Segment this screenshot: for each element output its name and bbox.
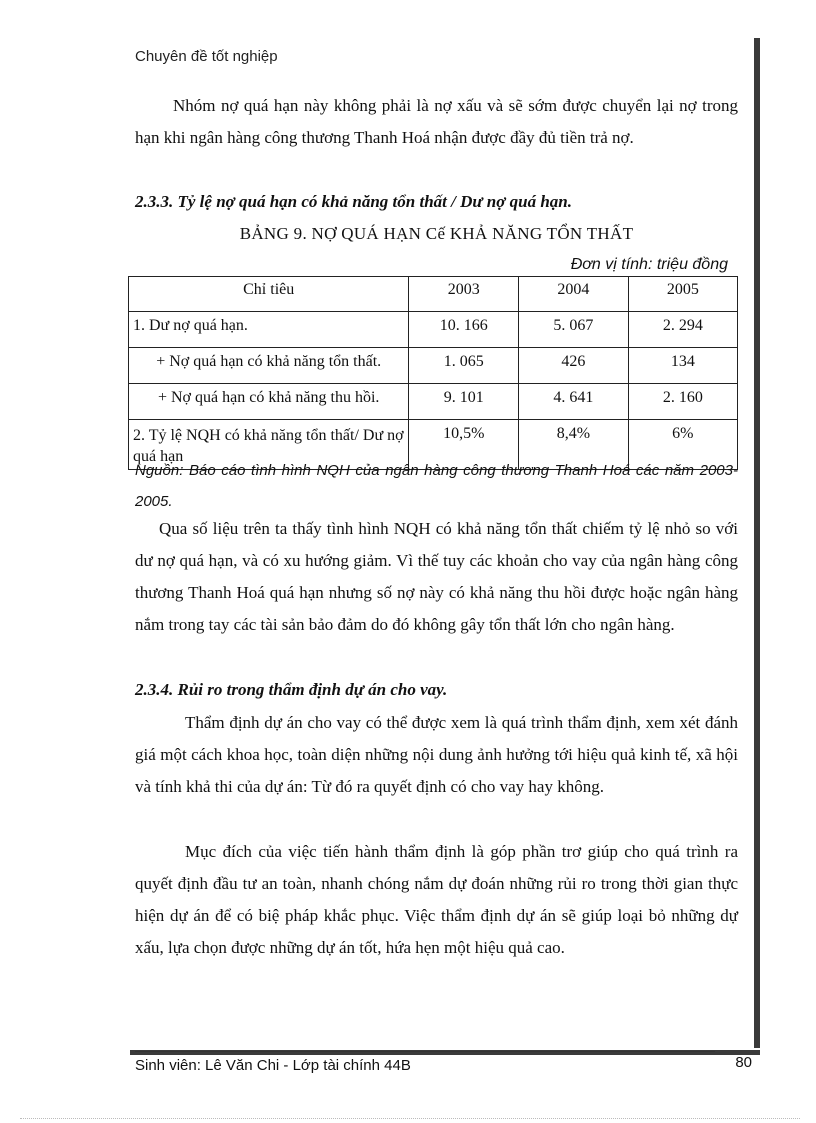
table-row	[129, 312, 738, 348]
table-cell: 134	[628, 348, 737, 384]
column-header: Chỉ tiêu	[129, 277, 409, 312]
table-cell: 9. 101	[409, 384, 519, 420]
table-cell-label: 1. Dư nợ quá hạn.	[129, 312, 409, 348]
table-cell: 6%	[628, 420, 737, 470]
table-cell-label: + Nợ quá hạn có khả năng thu hồi.	[129, 384, 409, 420]
page-header: Chuyên đề tốt nghiệp	[135, 48, 278, 65]
table-cell: 426	[519, 348, 628, 384]
page-edge-divider	[20, 1118, 800, 1119]
table-cell: 8,4%	[519, 420, 628, 470]
table-cell: 1. 065	[409, 348, 519, 384]
table-cell: 4. 641	[519, 384, 628, 420]
paragraph-intro: Nhóm nợ quá hạn này không phải là nợ xấu và sẽ sớm được chuyển lại nợ trong hạn khi ngân hàng công thương Thanh Hoá nhận được đầy đủ tiền trả nợ.	[135, 96, 738, 147]
table-cell: 2. 294	[628, 312, 737, 348]
table-title: BẢNG 9. NỢ QUÁ HẠN Cế KHẢ NĂNG TỔN THẤT	[239, 224, 634, 243]
table-unit: Đơn vị tính: triệu đồng	[570, 256, 728, 273]
footer-student: Sinh viên: Lê Văn Chi - Lớp tài chính 44B	[135, 1057, 411, 1074]
table-cell: 10,5%	[409, 420, 519, 470]
paragraph-appraisal-purpose: Mục đích của việc tiến hành thẩm định là góp phần trơ giúp cho quá trình ra quyết định đầu tư an toàn, nhanh chóng nắm dự đoán những rủi ro trong thời gian thực hiện dự án để có biệ pháp khắc phục. Việc thẩm định dự án sẽ giúp loại bỏ những dự xấu, lựa chọn được những dự án tốt, hứa hẹn một hiệu quả cao.	[135, 842, 738, 957]
table-row	[129, 348, 738, 384]
table-cell-label: + Nợ quá hạn có khả năng tổn thất.	[129, 348, 409, 384]
section-heading-2-3-3: 2.3.3. Tỷ lệ nợ quá hạn có khả năng tổn thất / Dư nợ quá hạn.	[135, 192, 573, 211]
column-header: 2005	[628, 277, 737, 312]
table-header-row	[129, 277, 738, 312]
paragraph-analysis: Qua số liệu trên ta thấy tình hình NQH có khả năng tổn thất chiếm tỷ lệ nhỏ so với dư nợ quá hạn, và có xu hướng giảm. Vì thế tuy các khoản cho vay của ngân hàng công thương Thanh Hoá quá hạn nhưng số nợ này có khả năng thu hồi được hoặc ngân hàng nắm trong tay các tài sản bảo đảm do đó không gây tổn thất lớn cho ngân hàng.	[135, 519, 738, 634]
paragraph-appraisal-definition: Thẩm định dự án cho vay có thể được xem là quá trình thẩm định, xem xét đánh giá một cách khoa học, toàn diện những nội dung ảnh hưởng tới hiệu quả kinh tế, xã hội và tính khả thi của dự án: Từ đó ra quyết định có cho vay hay không.	[135, 713, 738, 796]
page-border-right	[754, 38, 760, 1048]
table-cell: 10. 166	[409, 312, 519, 348]
column-header: 2003	[409, 277, 519, 312]
table-cell-label: 2. Tỷ lệ NQH có khả năng tổn thất/ Dư nợ quá hạn	[129, 420, 409, 470]
section-heading-2-3-4: 2.3.4. Rủi ro trong thẩm định dự án cho vay.	[135, 680, 448, 699]
page-number: 80	[735, 1054, 752, 1071]
table-source-note: Nguồn: Báo cáo tình hình NQH của ngân hàng công thương Thanh Hoá các năm 2003-2005.	[135, 462, 738, 510]
table-cell: 5. 067	[519, 312, 628, 348]
table-row	[129, 384, 738, 420]
data-table	[128, 276, 738, 470]
column-header: 2004	[519, 277, 628, 312]
footer-divider	[135, 1051, 715, 1052]
table-cell: 2. 160	[628, 384, 737, 420]
